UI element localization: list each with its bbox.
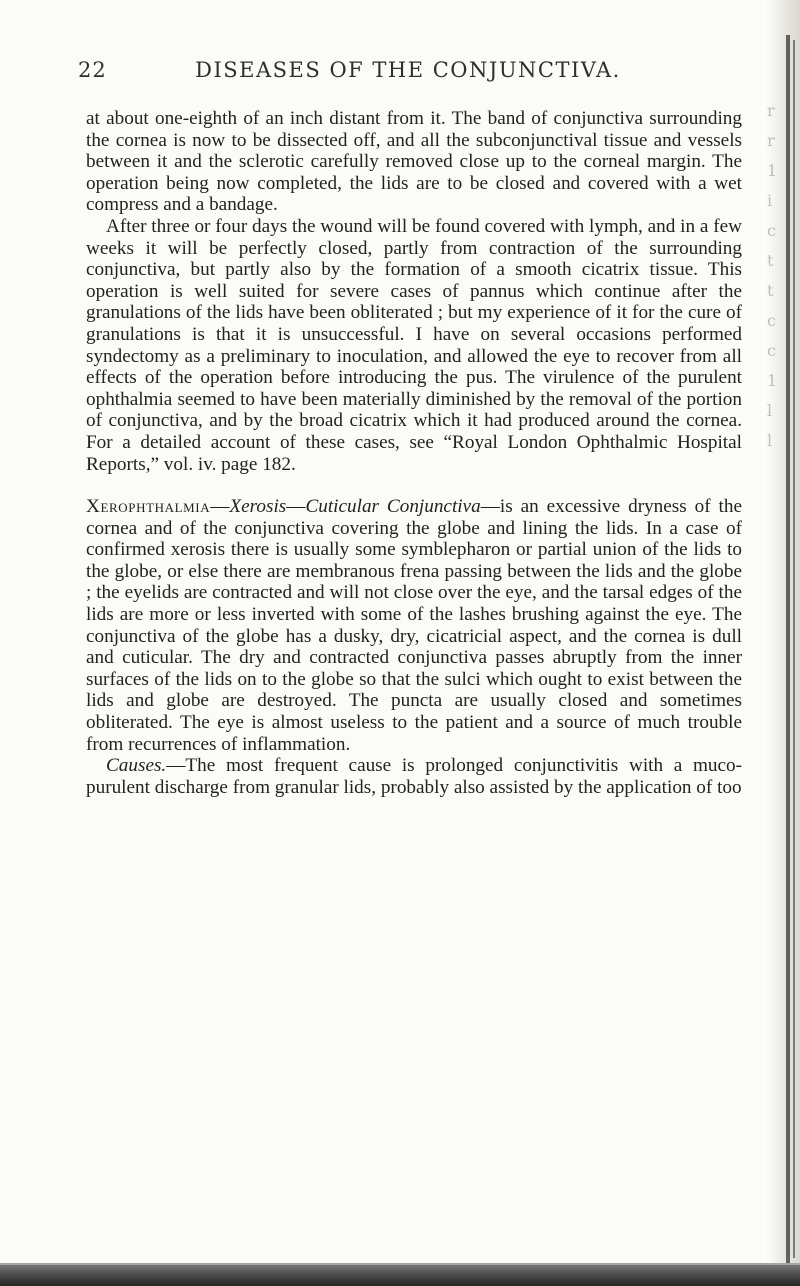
section-dash: — [210,496,230,518]
page-fold-shadow-secondary [793,40,795,1258]
scan-bottom-edge [0,1265,800,1286]
section-synonym-xerosis: Xerosis [229,496,287,518]
section-body: is an excessive dryness of the cornea and of the conjunctiva covering the globe and lining the lids. In a case of confirmed xerosis there is usually some symblepharon or partial union of the lids to the globe, or else there are membranous frena passing between the lids and the globe ; the eyelids are contracted and will not close over the eye, and the tarsal edges of the lids are more or less inverted with some of the lashes brushing against the eye. The conjunctiva of the globe has a dusky, dry, cicatricial aspect, and the cornea is dull and cuticular. The dry and contracted conjunctiva passes abruptly from the inner surfaces of the lids on to the globe so that the sulci which ought to exist between the lids and globe are destroyed. The puncta are usually closed and sometimes obliterated. The eye is almost useless to the patient and a source of much trouble from recurrences of inflammation. [86,496,742,755]
causes-body: The most frequent cause is prolonged conjunctivitis with a muco-purulent discharge from granular lids, probably also assisted by the application of too [86,755,742,798]
xerophthalmia-section [86,496,742,755]
paragraph-after-operation: After three or four days the wound will be found covered with lymph, and in a few weeks it will be perfectly closed, partly from contraction of the surrounding conjunctiva, but partly also by the formation of a smooth cicatrix tissue. This operation is well suited for severe cases of pannus which continue after the granulations of the lids have been obliterated ; but my experience of it for the cure of granulations is that it is unsuccessful. I have on several occasions performed syndectomy as a preliminary to inoculation, and allowed the eye to recover from all effects of the operation before introducing the pus. The virulence of the purulent ophthalmia seemed to have been materially diminished by the removal of the portion of conjunctiva, and by the broad cicatrix which it had produced around the cornea. For a detailed account of these cases, see “Royal London Ophthalmic Hospital Reports,” vol. iv. page 182. [86,215,742,475]
causes-paragraph [86,755,742,798]
page-header [78,58,738,88]
running-head: DISEASES OF THE CONJUNCTIVA. [195,58,621,82]
section-term: Xerophthalmia [86,496,211,518]
page-body [86,108,742,798]
paragraph-continuation: at about one-eighth of an inch distant from it. The band of conjunctiva surrounding the cornea is now to be dissected off, and all the subconjunctival tissue and vessels between it and the sclerotic carefully removed close up to the corneal margin. The operation being now completed, the lids are to be closed and covered with a wet compress and a bandage. [86,108,742,216]
causes-label: Causes. [106,755,167,777]
section-synonym-cuticular: Cuticular Conjunctiva [305,496,481,518]
section-dash-two: — [286,496,306,518]
page-number: 22 [78,58,107,82]
causes-dash: — [166,755,186,777]
show-through-marks: r r 1 i c t t c c 1 l l [767,101,778,450]
section-dash-three: — [480,496,500,518]
